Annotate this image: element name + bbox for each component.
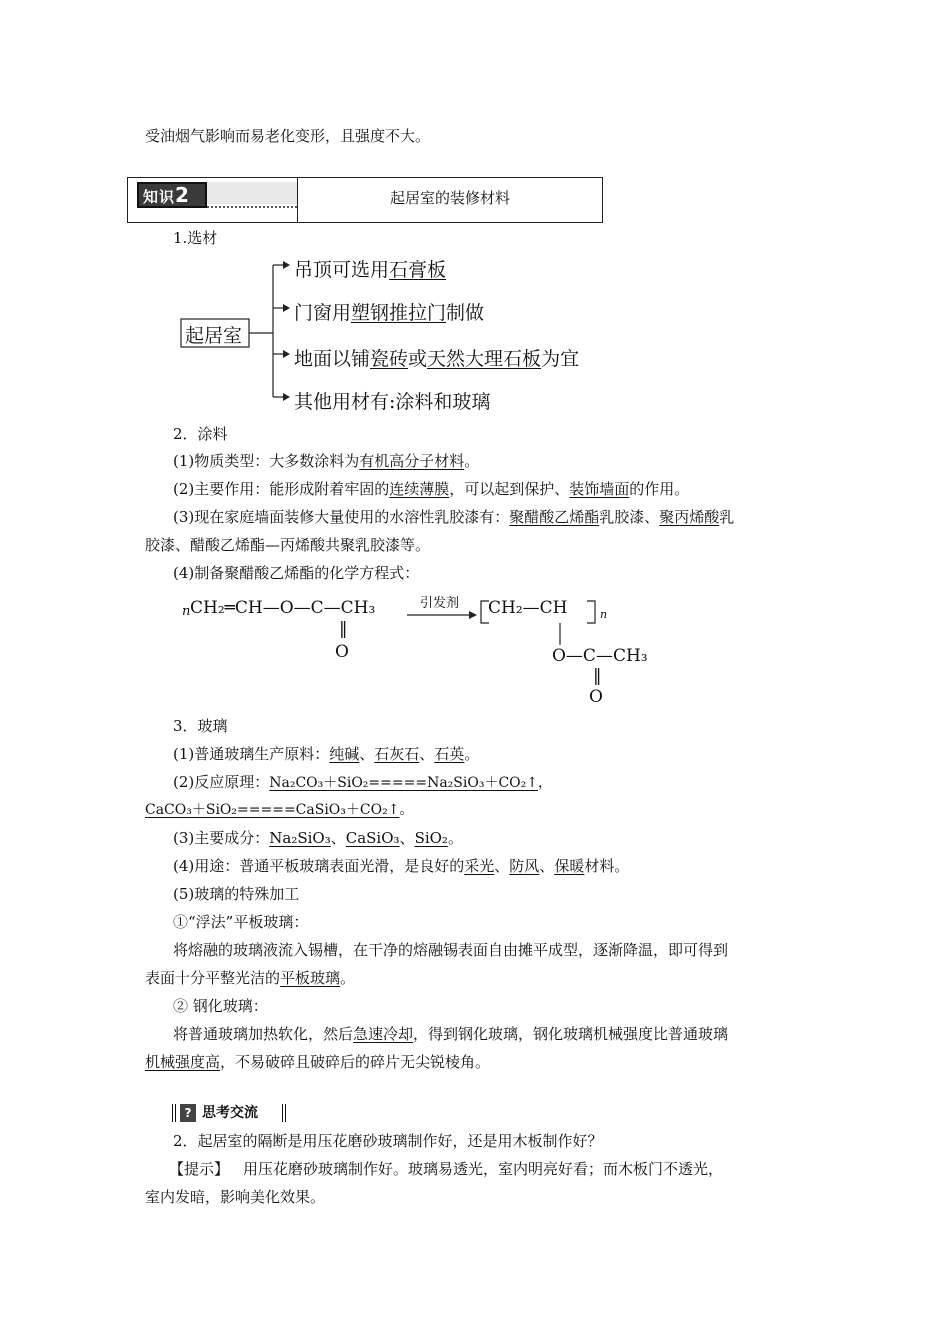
arrow-head-2 [283,304,290,312]
eq-side-group: O—C—CH₃ [552,646,648,666]
tree-leaf-2: 门窗用塑钢推拉门制做 [294,302,485,324]
eq-product-chain: CH₂—CH [488,598,568,618]
arrow-head-3 [283,350,290,358]
tree-leaf-4: 其他用材有:涂料和玻璃 [294,391,491,413]
item2-p3-line2: 胶漆、醋酸乙烯酯—丙烯酸共聚乳胶漆等。 [145,536,431,554]
item2-p2: (2)主要作用：能形成附着牢固的连续薄膜，可以起到保护、装饰墙面的作用。 [173,480,690,498]
think-hint-line2: 室内发暗，影响美化效果。 [145,1188,326,1206]
item3-p5: (5)玻璃的特殊加工 [173,885,300,903]
think-label: 思考交流 [202,1105,258,1121]
question-icon: ? [180,1104,196,1122]
item3-sub1-title: ①“浮法”平板玻璃： [173,913,309,931]
eq-subscript-n: n [600,608,608,621]
eq-side-bond [558,623,562,645]
eq-reactant-double-bond: ‖ [339,619,348,639]
arrow-head-4 [283,393,290,401]
item2-heading: 2．涂料 [173,425,228,443]
eq-reactant-oxygen: O [335,642,349,662]
eq-reactant: CH₂═CH—O—C—CH₃ [190,598,376,618]
section-title: 起居室的装修材料 [389,189,510,207]
eq-reaction-arrow [407,610,479,620]
item3-heading: 3．玻璃 [173,717,228,735]
item3-sub2-line1: 将普通玻璃加热软化，然后急速冷却，得到钢化玻璃，钢化玻璃机械强度比普通玻璃 [173,1025,729,1043]
item3-sub2-line2: 机械强度高，不易破碎且破碎后的碎片无尖锐棱角。 [145,1053,491,1071]
think-question: 2．起居室的隔断是用压花磨砂玻璃制作好，还是用木板制作好？ [173,1132,603,1150]
item3-p2: (2)反应原理：Na₂CO₃＋SiO₂=====Na₂SiO₃＋CO₂↑， [173,773,552,791]
eq-right-bracket [586,599,598,625]
badge-shade [207,182,297,204]
item3-p3: (3)主要成分：Na₂SiO₃、CaSiO₃、SiO₂。 [173,829,463,847]
item3-p1: (1)普通玻璃生产原料：纯碱、石灰石、石英。 [173,745,480,763]
eq-n-coefficient: n [182,604,191,619]
intro-line: 受油烟气影响而易老化变形，且强度不大。 [145,127,431,145]
item2-p4: (4)制备聚醋酸乙烯酯的化学方程式： [173,564,420,582]
badge-dotted-line [207,206,297,208]
item2-p3: (3)现在家庭墙面装修大量使用的水溶性乳胶漆有：聚醋酸乙烯酯乳胶漆、聚丙烯酸乳 [173,508,735,526]
tree-leaf-1: 吊顶可选用石膏板 [294,259,447,281]
think-right-bars [282,1104,286,1122]
item3-sub1-line2: 表面十分平整光洁的平板玻璃。 [145,969,356,987]
eq-side-oxygen: O [589,687,603,707]
section-badge [135,180,297,210]
arrow-head-1 [283,261,290,269]
eq-side-double-bond: ‖ [593,666,602,686]
think-left-bars [172,1104,176,1122]
badge-label: 知识2 [137,182,207,208]
item1-heading: 1.选材 [173,229,218,247]
eq-catalyst: 引发剂 [420,596,460,611]
polymer-equation [180,596,680,711]
item3-p4: (4)用途：普通平板玻璃表面光滑，是良好的采光、防风、保暖材料。 [173,857,630,875]
tree-root-label: 起居室 [185,325,243,347]
item2-p1: (1)物质类型：大多数涂料为有机高分子材料。 [173,452,480,470]
item3-sub1-line1: 将熔融的玻璃液流入锡槽，在干净的熔融锡表面自由摊平成型，逐渐降温，即可得到 [173,941,729,959]
item3-p2-line2: CaCO₃＋SiO₂=====CaSiO₃＋CO₂↑。 [145,802,414,818]
item3-sub2-title: ② 钢化玻璃： [173,997,268,1015]
think-hint-line1: 【提示】 用压花磨砂玻璃制作好。玻璃易透光，室内明亮好看；而木板门不透光， [169,1160,724,1178]
tree-leaf-3: 地面以铺瓷砖或天然大理石板为宜 [294,348,580,370]
